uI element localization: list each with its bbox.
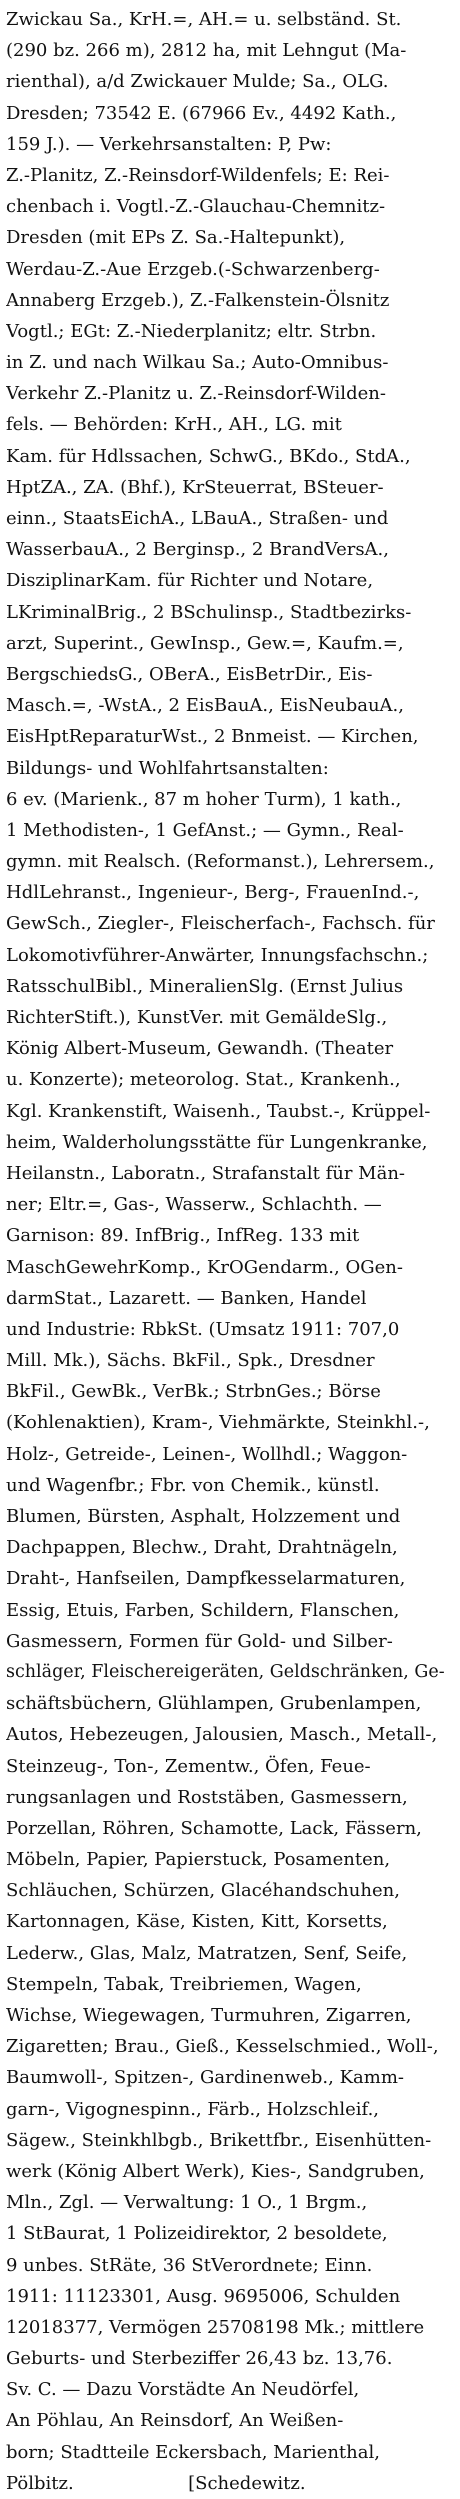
entry-text-line: Zwickau Sa., KrH.=, AH.= u. selbständ. St. xyxy=(6,9,402,30)
entry-text-line: Gasmessern, Formen für Gold- und Silber- xyxy=(6,1630,393,1652)
entry-text-line: RatsschulBibl., MineralienSlg. (Ernst Julius xyxy=(6,975,404,997)
entry-text-line: An Pöhlau, An Reinsdorf, An Weißen- xyxy=(6,2410,344,2432)
entry-text-line: Garnison: 89. InfBrig., InfReg. 133 mit xyxy=(6,1225,360,1247)
entry-text-line: Porzellan, Röhren, Schamotte, Lack, Fässern, xyxy=(6,1817,422,1839)
entry-text-line: Geburts- und Sterbeziffer 26,43 bz. 13,76. xyxy=(6,2348,393,2370)
entry-text-line: 12018377, Vermögen 25708198 Mk.; mittlere xyxy=(6,2316,425,2338)
entry-text-line: 1 StBaurat, 1 Polizeidirektor, 2 besoldete, xyxy=(6,2223,388,2245)
entry-text-line: gymn. mit Realsch. (Reformanst.), Lehrersem., xyxy=(6,851,435,873)
entry-text-line: Baumwoll-, Spitzen-, Gardinenweb., Kamm- xyxy=(6,2067,404,2089)
entry-text-line: Lederw., Glas, Malz, Matratzen, Senf, Seife, xyxy=(6,1942,408,1964)
entry-text-line: Zigaretten; Brau., Gieß., Kesselschmied., Woll-, xyxy=(6,2036,439,2058)
entry-text-line: Heilanstn., Laboratn., Strafanstalt für Män- xyxy=(6,1162,406,1184)
entry-text-line: schäftsbüchern, Glühlampen, Grubenlampen, xyxy=(6,1693,422,1715)
entry-text-line: Verkehr Z.-Planitz u. Z.-Reinsdorf-Wilden- xyxy=(6,383,386,405)
entry-text-line: DisziplinarKam. für Richter und Notare, xyxy=(6,570,374,592)
entry-text-line: WasserbauA., 2 Berginsp., 2 BrandVersA., xyxy=(6,539,390,561)
entry-text-line: 9 unbes. StRäte, 36 StVerordnete; Einn. xyxy=(6,2254,373,2276)
entry-text-line: heim, Walderholungsstätte für Lungenkranke, xyxy=(6,1131,428,1153)
entry-text-line: Pölbitz. [Schedewitz. xyxy=(6,2472,306,2494)
entry-text-line: Kam. für Hdlssachen, SchwG., BKdo., StdA., xyxy=(6,445,411,467)
entry-text-line: fels. — Behörden: KrH., AH., LG. mit xyxy=(6,414,342,436)
entry-text-line: schläger, Fleischereigeräten, Geldschränken, Ge- xyxy=(6,1661,445,1682)
entry-text-line: GewSch., Ziegler-, Fleischerfach-, Fachsch. für xyxy=(6,913,435,935)
entry-text-line: BergschiedsG., OBerA., EisBetrDir., Eis- xyxy=(6,663,373,685)
entry-text-line: MaschGewehrKomp., KrOGendarm., OGen- xyxy=(6,1256,403,1278)
entry-text-line: Steinzeug-, Ton-, Zementw., Öfen, Feue- xyxy=(6,1755,371,1777)
entry-text-line: Masch.=, -WstA., 2 EisBauA., EisNeubauA., xyxy=(6,695,404,717)
entry-text-line: HdlLehranst., Ingenieur-, Berg-, FrauenInd.-, xyxy=(6,882,420,904)
entry-text-line: Bildungs- und Wohlfahrtsanstalten: xyxy=(6,757,329,779)
entry-text-line: Sägew., Steinkhlbgb., Brikettfbr., Eisenhütten- xyxy=(6,2129,432,2151)
entry-text-line: Stempeln, Tabak, Treibriemen, Wagen, xyxy=(6,1973,362,1995)
entry-text-line: Draht-, Hanfseilen, Dampfkesselarmaturen, xyxy=(6,1568,406,1590)
entry-text-line: 1 Methodisten-, 1 GefAnst.; — Gymn., Real- xyxy=(6,819,404,841)
entry-text-line: Kartonnagen, Käse, Kisten, Kitt, Korsetts, xyxy=(6,1911,388,1933)
entry-text-line: Essig, Etuis, Farben, Schildern, Flanschen, xyxy=(6,1599,400,1621)
entry-text-line: Blumen, Bürsten, Asphalt, Holzzement und xyxy=(6,1506,401,1527)
entry-text-line: (Kohlenaktien), Kram-, Viehmärkte, Steinkhl.-, xyxy=(6,1412,430,1434)
entry-text-line: u. Konzerte); meteorolog. Stat., Krankenh., xyxy=(6,1069,401,1091)
entry-text-line: einn., StaatsEichA., LBauA., Straßen- und xyxy=(6,508,389,529)
entry-text-line: 159 J.). — Verkehrsanstalten: P, Pw: xyxy=(6,133,332,155)
entry-text-line: Z.-Planitz, Z.-Reinsdorf-Wildenfels; E: Rei- xyxy=(6,164,390,186)
entry-text-line: rungsanlagen und Roststäben, Gasmessern, xyxy=(6,1786,408,1808)
entry-text-line: Wichse, Wiegewagen, Turmuhren, Zigarren, xyxy=(6,2005,412,2026)
entry-text-line: in Z. und nach Wilkau Sa.; Auto-Omnibus- xyxy=(6,352,389,374)
entry-text-line: Vogtl.; EGt: Z.-Niederplanitz; eltr. Strbn. xyxy=(6,320,377,342)
entry-text-line: Werdau-Z.-Aue Erzgeb.(-Schwarzenberg- xyxy=(6,258,380,280)
entry-text-line: HptZA., ZA. (Bhf.), KrSteuerrat, BSteuer- xyxy=(6,476,384,498)
entry-text-line: darmStat., Lazarett. — Banken, Handel xyxy=(6,1287,367,1309)
entry-text-line: Schläuchen, Schürzen, Glacéhandschuhen, xyxy=(6,1880,400,1902)
entry-text-line: Holz-, Getreide-, Leinen-, Wollhdl.; Waggon- xyxy=(6,1443,408,1465)
entry-text-line: 1911: 11123301, Ausg. 9695006, Schulden xyxy=(6,2285,401,2307)
entry-text-line: (290 bz. 266 m), 2812 ha, mit Lehngut (Ma- xyxy=(6,40,407,62)
entry-text-line: Mill. Mk.), Sächs. BkFil., Spk., Dresdner xyxy=(6,1350,375,1372)
entry-text-line: Mln., Zgl. — Verwaltung: 1 O., 1 Brgm., xyxy=(6,2192,368,2214)
entry-text-line: König Albert-Museum, Gewandh. (Theater xyxy=(6,1038,394,1060)
entry-text-line: LKriminalBrig., 2 BSchulinsp., Stadtbezirks- xyxy=(6,601,412,623)
entry-text-line: Annaberg Erzgeb.), Z.-Falkenstein-Ölsnitz xyxy=(6,289,390,311)
entry-text-line: Lokomotivführer-Anwärter, Innungsfachschn.; xyxy=(6,944,429,966)
entry-text-line: Kgl. Krankenstift, Waisenh., Taubst.-, Krüppel- xyxy=(6,1100,431,1122)
entry-text-line: chenbach i. Vogtl.-Z.-Glauchau-Chemnitz- xyxy=(6,196,386,218)
entry-text-line: rienthal), a/d Zwickauer Mulde; Sa., OLG. xyxy=(6,71,389,93)
entry-text-line: arzt, Superint., GewInsp., Gew.=, Kaufm.=, xyxy=(6,632,404,654)
entry-text-line: und Wagenfbr.; Fbr. von Chemik., künstl. xyxy=(6,1474,380,1496)
entry-text-line: werk (König Albert Werk), Kies-, Sandgruben, xyxy=(6,2160,425,2182)
entry-text-line: ner; Eltr.=, Gas-, Wasserw., Schlachth. — xyxy=(6,1194,382,1216)
entry-text-line: Dachpappen, Blechw., Draht, Drahtnägeln, xyxy=(6,1537,398,1559)
entry-text-line: Sv. C. — Dazu Vorstädte An Neudörfel, xyxy=(6,2379,360,2401)
entry-text-line: garn-, Vigognespinn., Färb., Holzschleif., xyxy=(6,2098,380,2120)
entry-text-line: EisHptReparaturWst., 2 Bnmeist. — Kirchen, xyxy=(6,726,419,748)
gazetteer-entry-zwickau xyxy=(6,4,454,2499)
entry-text-line: Dresden (mit EPs Z. Sa.-Haltepunkt), xyxy=(6,227,346,249)
entry-text-line: und Industrie: RbkSt. (Umsatz 1911: 707,0 xyxy=(6,1318,400,1340)
entry-text-line: 6 ev. (Marienk., 87 m hoher Turm), 1 kath., xyxy=(6,788,402,810)
entry-text-line: BkFil., GewBk., VerBk.; StrbnGes.; Börse xyxy=(6,1381,381,1403)
entry-text-line: Möbeln, Papier, Papierstuck, Posamenten, xyxy=(6,1849,391,1871)
entry-text-line: born; Stadtteile Eckersbach, Marienthal, xyxy=(6,2441,380,2463)
entry-text-line: Dresden; 73542 E. (67966 Ev., 4492 Kath., xyxy=(6,102,397,124)
entry-text-line: RichterStift.), KunstVer. mit GemäldeSlg., xyxy=(6,1007,388,1028)
entry-text-line: Autos, Hebezeugen, Jalousien, Masch., Metall-, xyxy=(6,1724,438,1746)
